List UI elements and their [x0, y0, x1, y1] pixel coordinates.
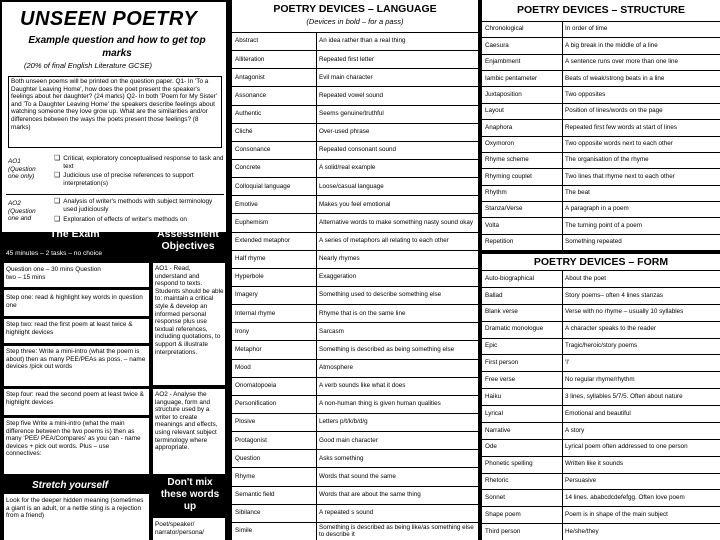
row-divider [482, 86, 720, 87]
definition: A solid/real example [319, 164, 376, 172]
table-row [232, 286, 478, 304]
term: Blank verse [485, 308, 518, 316]
definition: Evil main character [319, 73, 373, 81]
row-divider [482, 439, 720, 440]
term: Extended metaphor [235, 236, 290, 244]
definition: Poem is in shape of the main subject [565, 510, 668, 518]
definition: A big break in the middle of a line [565, 41, 658, 49]
term: Lyrical [485, 409, 503, 417]
table-row [482, 338, 720, 355]
row-divider [482, 456, 720, 457]
table-row [232, 68, 478, 86]
definition: Over-used phrase [319, 128, 370, 136]
definition: Repeated consonant sound [319, 146, 397, 154]
term: Emotive [235, 200, 258, 208]
row-divider [482, 21, 720, 22]
table-row [232, 304, 478, 322]
term: Plosive [235, 418, 256, 426]
definition: Alternative words to make something nasty sound okay [319, 218, 474, 226]
definition: 14 lines. ababcdcdefefgg. Often love poem [565, 494, 685, 502]
table-row [232, 250, 478, 268]
table-row [482, 168, 720, 184]
definition: Beats of weak/strong beats in a line [565, 74, 665, 82]
definition: An idea rather than a real thing [319, 37, 406, 45]
ao1-label: AO1 (Question one only) [8, 158, 36, 181]
exam-heading: The Exam [50, 228, 100, 240]
term: Caesura [485, 41, 509, 49]
definition: In order of time [565, 25, 608, 33]
term: Epic [485, 342, 498, 350]
table-row [482, 456, 720, 473]
term: Rhetoric [485, 477, 509, 485]
row-divider [482, 234, 720, 235]
table-row [232, 377, 478, 395]
term: Mood [235, 363, 251, 371]
term: Chronological [485, 25, 524, 33]
row-divider [232, 413, 478, 414]
definition: Lyrical poem often addressed to one person [565, 443, 688, 451]
table-row [232, 322, 478, 340]
term: Haiku [485, 392, 502, 400]
definition: A sentence runs over more than one line [565, 58, 679, 66]
term: Consonance [235, 146, 271, 154]
term: Layout [485, 107, 504, 115]
definition: A repeated s sound [319, 509, 374, 517]
row-divider [232, 177, 478, 178]
term: Rhyme scheme [485, 156, 529, 164]
table-row [482, 136, 720, 152]
subtitle: Example question and how to get top marks [28, 35, 206, 59]
definition: Seems genuine/truthful [319, 109, 384, 117]
definition: The beat [565, 189, 590, 197]
row-divider [482, 287, 720, 288]
table-row [482, 439, 720, 456]
row-divider [482, 185, 720, 186]
definition: Exaggeration [319, 273, 357, 281]
row-divider [482, 506, 720, 507]
definition: Two opposite words next to each other [565, 139, 673, 147]
ao2-criterion-1: ❏ Analysis of writer's methods with subject terminology used judiciously [54, 198, 213, 213]
row-divider [482, 168, 720, 169]
term: Simile [235, 527, 253, 535]
table-row [232, 268, 478, 286]
row-divider [482, 119, 720, 120]
table-row [482, 152, 720, 168]
exam-weighting: (20% of final English Literature GCSE) [24, 61, 152, 70]
term: Auto-biographical [485, 274, 535, 282]
table-row [482, 473, 720, 490]
definition: Sarcasm [319, 327, 344, 335]
row-divider [482, 388, 720, 389]
table-row [232, 50, 478, 68]
term: Narrative [485, 426, 511, 434]
table-row [482, 234, 720, 250]
term: Dramatic monologue [485, 325, 544, 333]
definition: Asks something [319, 454, 364, 462]
definition: About the poet [565, 274, 606, 282]
row-divider [482, 217, 720, 218]
table-row [232, 395, 478, 413]
page-title: UNSEEN POETRY [20, 8, 198, 30]
table-row [482, 21, 720, 37]
row-divider [232, 68, 478, 69]
term: Internal rhyme [235, 309, 276, 317]
step-box: Question one – 30 mins Question two – 15 mins [4, 263, 149, 287]
step-box: Step five Write a mini-intro (what the main difference between the two poems is) then as many 'PEE/ PEA/Compares' as you can - name devices + pick out words. Plus – use connectives: [4, 418, 149, 474]
title-box [2, 2, 226, 232]
term: Metaphor [235, 345, 262, 353]
row-divider [232, 359, 478, 360]
ao1-description: AO1 - Read, understand and respond to texts. Students should be able to: maintain a critical style & develop an informed personal response plus use textual references, including quotations, to support & illustrate interpretations. [153, 263, 225, 385]
row-divider [482, 338, 720, 339]
row-divider [482, 489, 720, 490]
checkbox-icon: ❏ [54, 172, 61, 179]
row-divider [482, 523, 720, 524]
step-box: Step two: read the first poem at least twice & highlight devices [4, 319, 149, 343]
definition: The organisation of the rhyme [565, 156, 649, 164]
row-divider [482, 405, 720, 406]
term: Concrete [235, 164, 261, 172]
term: Iambic pentameter [485, 74, 538, 82]
table-row [482, 371, 720, 388]
definition: Something used to describe something else [319, 291, 442, 299]
divider [6, 194, 224, 195]
row-divider [232, 105, 478, 106]
definition: Good main character [319, 436, 378, 444]
table-row [482, 287, 720, 304]
definition: Something repeated [565, 238, 622, 246]
term: Onomatopoeia [235, 382, 277, 390]
definition: The turning point of a poem [565, 221, 643, 229]
row-divider [232, 86, 478, 87]
definition: Nearly rhymes [319, 255, 360, 263]
row-divider [482, 37, 720, 38]
table-row [482, 70, 720, 86]
term: Semantic field [235, 490, 275, 498]
table-row [232, 431, 478, 449]
structure-title: POETRY DEVICES – STRUCTURE [516, 4, 686, 16]
row-divider [232, 522, 478, 523]
term: Phonetic spelling [485, 460, 533, 468]
exam-timing: 45 minutes – 2 tasks – no choice [6, 250, 103, 257]
table-row [482, 489, 720, 506]
definition: Atmosphere [319, 363, 353, 371]
definition: Words that sound the same [319, 472, 396, 480]
table-row [232, 232, 478, 250]
term: Rhyming couplet [485, 172, 532, 180]
table-row [232, 141, 478, 159]
language-panel [232, 0, 478, 540]
unseen-poetry-panel [0, 0, 228, 540]
table-row [482, 270, 720, 287]
table-row [482, 523, 720, 540]
term: Juxtaposition [485, 90, 522, 98]
step-box: Step four: read the second poem at least twice & highlight devices [4, 389, 149, 415]
term: Shape poem [485, 510, 521, 518]
table-row [482, 119, 720, 135]
form-title: POETRY DEVICES – FORM [533, 256, 669, 268]
table-row [232, 123, 478, 141]
table-row [232, 413, 478, 431]
definition: Makes you feel emotional [319, 200, 391, 208]
definition: Rhyme that is on the same line [319, 309, 406, 317]
dont-mix-heading: Don't mix these words up [160, 477, 220, 512]
structure-panel [482, 0, 720, 250]
term: Colloquial language [235, 182, 291, 190]
definition: Repeated first letter [319, 55, 374, 63]
table-row [482, 103, 720, 119]
term: Personification [235, 400, 277, 408]
definition: A character speaks to the reader [565, 325, 657, 333]
definition: A verb sounds like what it does [319, 382, 406, 390]
stretch-heading: Stretch yourself [32, 480, 109, 491]
row-divider [482, 103, 720, 104]
term: First person [485, 359, 519, 367]
term: Half rhyme [235, 255, 266, 263]
definition: 3 lines, syllables 5/7/5. Often about nature [565, 392, 683, 400]
ao1-criterion-2: ❏ Judicious use of precise references to support interpretation(s) [54, 172, 194, 187]
ao2-label: AO2 (Question one and [8, 200, 36, 223]
definition: A non-human thing is given human qualities [319, 400, 441, 408]
term: Third person [485, 527, 521, 535]
table-row [482, 86, 720, 102]
row-divider [232, 340, 478, 341]
term: Repetition [485, 238, 514, 246]
ao1-criterion-1: ❏ Critical, exploratory conceptualised response to task and text [54, 155, 224, 170]
term: Assonance [235, 91, 267, 99]
row-divider [232, 232, 478, 233]
table-row [232, 195, 478, 213]
row-divider [232, 159, 478, 160]
row-divider [232, 377, 478, 378]
table-row [232, 32, 478, 50]
definition: He/she/they [565, 527, 599, 535]
term: Volta [485, 221, 500, 229]
term: Imagery [235, 291, 258, 299]
term: Authentic [235, 109, 262, 117]
column-divider [562, 21, 563, 250]
row-divider [232, 449, 478, 450]
stretch-box: Look for the deeper hidden meaning (sometimes a giant is an adult, or a nettle sting is a rejection from a friend) [4, 494, 149, 540]
term: Protagonist [235, 436, 267, 444]
row-divider [482, 152, 720, 153]
row-divider [232, 286, 478, 287]
language-note: (Devices in bold – for a pass) [306, 17, 404, 26]
term: Question [235, 454, 261, 462]
term: Oxymoron [485, 139, 515, 147]
row-divider [232, 141, 478, 142]
step-box: Step one: read & highlight key words in question one [4, 290, 149, 316]
exam-questions-text: Both unseen poems will be printed on the question paper. Q1- In 'To a Daughter Leaving Home', how does the poet present the speaker's feelings about her daughter? (24 marks) Q2- In both 'Poem for My Sister' and 'To a Daughter Leaving Home' the speakers describe feelings about watching someone they love grow up. What are the similarities and/or differences between the ways the poets present those feelings? (8 marks) [8, 76, 222, 148]
definition: A story [565, 426, 585, 434]
definition: Position of lines/words on the page [565, 107, 663, 115]
table-row [482, 54, 720, 70]
term: Alliteration [235, 55, 265, 63]
term: Stanza/Verse [485, 205, 523, 213]
definition: Repeated vowel sound [319, 91, 384, 99]
table-row [482, 506, 720, 523]
definition: Something is described as being like/as something else to describe it [319, 523, 474, 538]
definition: Repeated first few words at start of lines [565, 123, 677, 131]
table-row [482, 217, 720, 233]
term: Hyperbole [235, 273, 264, 281]
checkbox-icon: ❏ [54, 216, 61, 223]
term: Ode [485, 443, 497, 451]
dont-mix-box: Poet/speaker/ narrator/persona/ [153, 518, 225, 540]
row-divider [232, 213, 478, 214]
table-row [482, 422, 720, 439]
form-panel [482, 254, 720, 540]
table-row [232, 486, 478, 504]
term: Free verse [485, 375, 516, 383]
term: Rhyme [235, 472, 255, 480]
row-divider [232, 467, 478, 468]
step-box: Step three: Write a mini-intro (what the poem is about) then as many PEE/PEAs as poss. – name devices /pick out words [4, 346, 149, 386]
column-divider [316, 32, 317, 540]
checkbox-icon: ❏ [54, 198, 61, 205]
term: Anaphora [485, 123, 513, 131]
table-row [482, 405, 720, 422]
ao2-criterion-2: ❏ Exploration of effects of writer's methods on [54, 216, 187, 223]
row-divider [232, 268, 478, 269]
row-divider [482, 201, 720, 202]
assessment-objectives-heading: Assessment Objectives [157, 228, 219, 252]
definition: A paragraph in a poem [565, 205, 629, 213]
table-row [232, 86, 478, 104]
row-divider [482, 321, 720, 322]
definition: Tragic/heroic/story poems [565, 342, 638, 350]
definition: Two lines that rhyme next to each other [565, 172, 675, 180]
table-row [482, 304, 720, 321]
definition: Words that are about the same thing [319, 490, 421, 498]
table-row [232, 449, 478, 467]
definition: Letters p/t/k/b/d/g [319, 418, 368, 426]
table-row [232, 105, 478, 123]
table-row [482, 321, 720, 338]
term: Sonnet [485, 494, 505, 502]
ao2-description: AO2 - Analyse the language, form and structure used by a writer to create meanings and effects, using relevant subject terminology where appropriate. [153, 389, 225, 474]
row-divider [482, 354, 720, 355]
row-divider [232, 486, 478, 487]
table-row [232, 340, 478, 358]
row-divider [482, 54, 720, 55]
definition: A series of metaphors all relating to each other [319, 236, 449, 244]
table-row [232, 504, 478, 522]
row-divider [232, 431, 478, 432]
definition: Verse with no rhyme – usually 10 syllables [565, 308, 684, 316]
table-row [482, 388, 720, 405]
table-row [232, 467, 478, 485]
definition: Story poems– often 4 lines stanzas [565, 291, 664, 299]
term: Antagonist [235, 73, 265, 81]
checkbox-icon: ❏ [54, 155, 61, 162]
row-divider [232, 395, 478, 396]
row-divider [232, 250, 478, 251]
table-row [232, 522, 478, 540]
table-row [232, 213, 478, 231]
row-divider [482, 70, 720, 71]
table-row [482, 201, 720, 217]
row-divider [232, 304, 478, 305]
term: Rhythm [485, 189, 507, 197]
table-row [482, 185, 720, 201]
row-divider [482, 304, 720, 305]
definition: No regular rhyme/rhythm [565, 375, 635, 383]
row-divider [232, 50, 478, 51]
definition: Written like it sounds [565, 460, 623, 468]
table-row [232, 177, 478, 195]
row-divider [482, 136, 720, 137]
definition: 'I' [565, 359, 570, 367]
row-divider [232, 504, 478, 505]
definition: Emotional and beautiful [565, 409, 631, 417]
term: Euphemism [235, 218, 269, 226]
term: Abstract [235, 37, 259, 45]
term: Ballad [485, 291, 503, 299]
row-divider [232, 195, 478, 196]
table-row [482, 354, 720, 371]
table-row [482, 37, 720, 53]
definition: Loose/casual language [319, 182, 384, 190]
table-row [232, 159, 478, 177]
row-divider [482, 422, 720, 423]
row-divider [482, 473, 720, 474]
table-row [232, 359, 478, 377]
column-divider [562, 270, 563, 540]
row-divider [482, 371, 720, 372]
language-title: POETRY DEVICES – LANGUAGE [273, 3, 437, 15]
row-divider [232, 322, 478, 323]
definition: Two opposites [565, 90, 606, 98]
term: Irony [235, 327, 249, 335]
row-divider [232, 32, 478, 33]
term: Sibilance [235, 509, 261, 517]
definition: Something is described as being something else [319, 345, 455, 353]
row-divider [482, 270, 720, 271]
definition: Persuasive [565, 477, 597, 485]
row-divider [232, 123, 478, 124]
term: Cliché [235, 128, 253, 136]
term: Enjambment [485, 58, 521, 66]
